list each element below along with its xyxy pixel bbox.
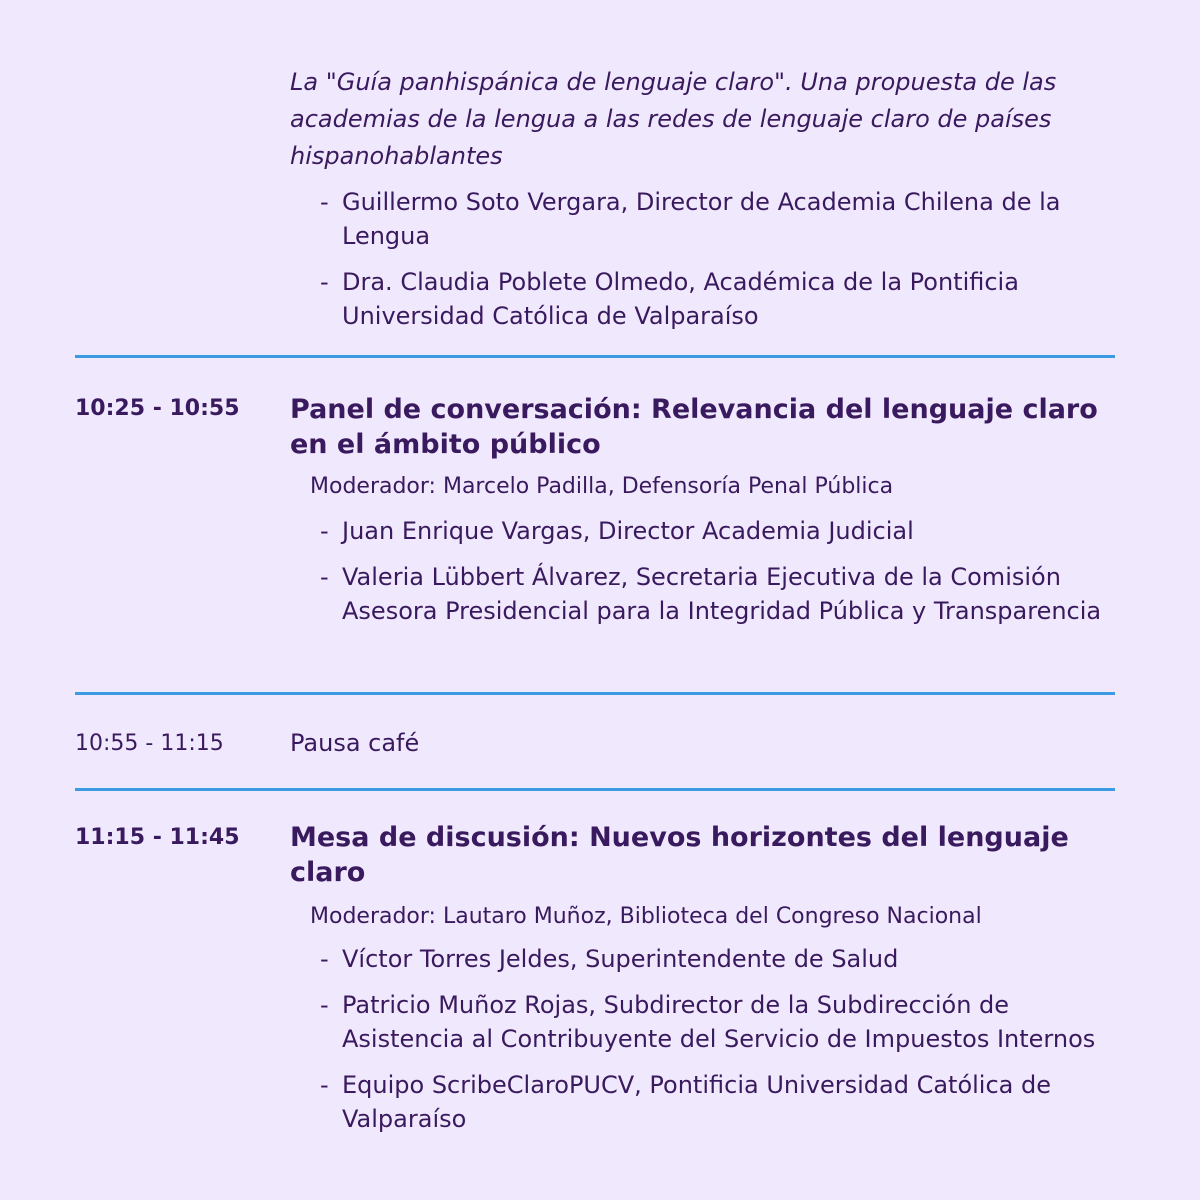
- speaker-item: [290, 942, 1130, 976]
- speaker-text: Guillermo Soto Vergara, Director de Academia Chilena de la Lengua: [342, 188, 1061, 250]
- dash-bullet: -: [320, 1071, 329, 1099]
- speaker-item: [290, 514, 1130, 548]
- dash-bullet: -: [320, 517, 329, 545]
- speaker-list: [290, 942, 1130, 1136]
- session-title: Pausa café: [290, 729, 420, 757]
- speaker-text: Dra. Claudia Poblete Olmedo, Académica de la Pontificia Universidad Católica de Valparaíso: [342, 268, 1019, 330]
- speaker-item: [290, 560, 1130, 628]
- speaker-item: [290, 185, 1130, 253]
- speaker-item: [290, 988, 1130, 1056]
- speaker-item: [290, 1068, 1130, 1136]
- time-slot: 11:15 - 11:45: [75, 825, 240, 850]
- moderator-line: Moderador: Marcelo Padilla, Defensoría Penal Pública: [310, 474, 894, 499]
- session-title: Mesa de discusión: Nuevos horizontes del lenguaje claro: [290, 822, 1069, 888]
- speaker-text: Equipo ScribeClaroPUCV, Pontificia Universidad Católica de Valparaíso: [342, 1071, 1052, 1133]
- dash-bullet: -: [320, 991, 329, 1019]
- dash-bullet: -: [320, 268, 329, 296]
- agenda-item-content: [290, 820, 1130, 1136]
- speaker-text: Valeria Lübbert Álvarez, Secretaria Ejecutiva de la Comisión Asesora Presidencial para la Integridad Pública y Transparencia: [342, 563, 1102, 625]
- agenda-item-content: [290, 64, 1130, 333]
- section-divider: [75, 692, 1115, 695]
- section-divider: [75, 788, 1115, 791]
- session-title: Panel de conversación: Relevancia del lenguaje claro en el ámbito público: [290, 394, 1098, 460]
- talk-title: La "Guía panhispánica de lenguaje claro". Una propuesta de las academias de la lengua a las redes de lenguaje claro de países hispanohablantes: [290, 68, 1057, 170]
- dash-bullet: -: [320, 945, 329, 973]
- speaker-list: [290, 185, 1130, 333]
- speaker-text: Juan Enrique Vargas, Director Academia Judicial: [342, 517, 914, 545]
- speaker-text: Patricio Muñoz Rojas, Subdirector de la Subdirección de Asistencia al Contribuyente del Servicio de Impuestos Internos: [342, 991, 1096, 1053]
- speaker-list: [290, 514, 1130, 628]
- time-slot: 10:25 - 10:55: [75, 396, 240, 421]
- speaker-text: Víctor Torres Jeldes, Superintendente de Salud: [342, 945, 899, 973]
- time-slot: 10:55 - 11:15: [75, 731, 224, 756]
- agenda-item-content: [290, 728, 1130, 758]
- speaker-item: [290, 265, 1130, 333]
- dash-bullet: -: [320, 188, 329, 216]
- dash-bullet: -: [320, 563, 329, 591]
- section-divider: [75, 355, 1115, 358]
- moderator-line: Moderador: Lautaro Muñoz, Biblioteca del Congreso Nacional: [310, 904, 982, 929]
- agenda-item-content: [290, 392, 1130, 628]
